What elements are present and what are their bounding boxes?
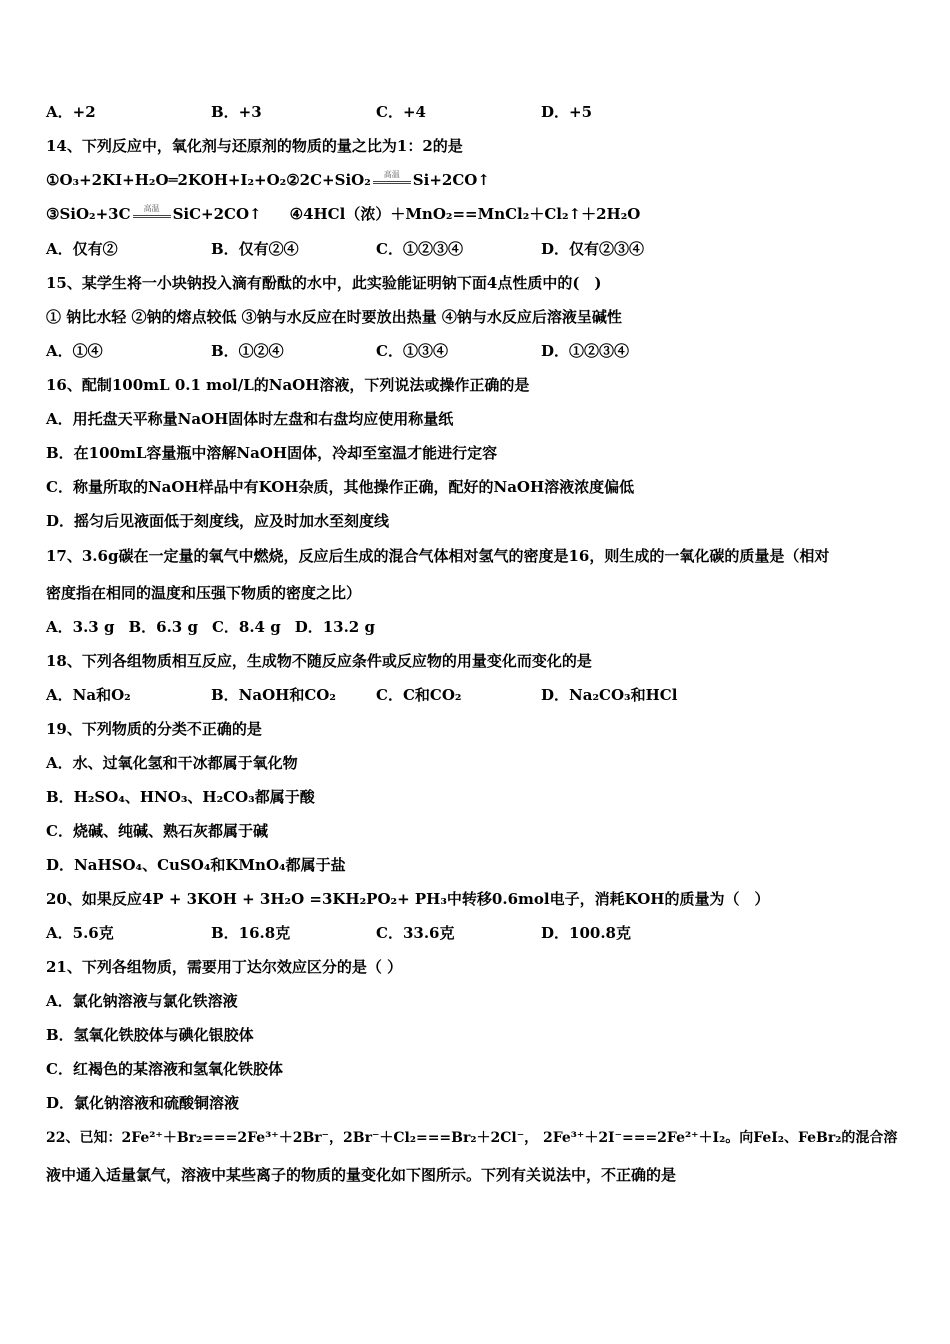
q15-options (46, 341, 910, 361)
q20-options (46, 923, 910, 943)
q15-stem: 15、某学生将一小块钠投入滴有酚酞的水中，此实验能证明钠下面4点性质中的( ) (46, 274, 602, 292)
q14-reactions-3-4 (46, 204, 910, 224)
q15-properties: ① 钠比水轻 ②钠的熔点较低 ③钠与水反应在时要放出热量 ④钠与水反应后溶液呈碱性 (46, 308, 622, 326)
q17-options (46, 617, 910, 637)
q20-option-a: A．5.6克 (46, 924, 114, 942)
q14-options (46, 239, 910, 259)
q16-option-b: B．在100mL容量瓶中溶解NaOH固体，冷却至室温才能进行定容 (46, 444, 498, 462)
q19-option-c: C．烧碱、纯碱、熟石灰都属于碱 (46, 822, 268, 840)
q21-stem: 21、下列各组物质，需要用丁达尔效应区分的是（ ） (46, 958, 403, 976)
q18-options (46, 685, 910, 705)
q14-option-b: B．仅有②④ (211, 240, 299, 258)
q22-stem-line-2: 液中通入适量氯气，溶液中某些离子的物质的量变化如下图所示。下列有关说法中，不正确的是 (46, 1166, 677, 1184)
high-temp-label: 高温 (383, 170, 400, 179)
q16-option-c: C．称量所取的NaOH样品中有KOH杂质，其他操作正确，配好的NaOH溶液浓度偏低 (46, 478, 635, 496)
q14-reaction-3-right: SiC+2CO↑ (172, 205, 262, 223)
high-temp-condition-mark (373, 171, 411, 184)
q17-stem-line-2: 密度指在相同的温度和压强下物质的密度之比） (46, 584, 362, 602)
q17-option-a: A．3.3 g (46, 618, 115, 636)
q21-option-a: A．氯化钠溶液与氯化铁溶液 (46, 992, 238, 1010)
q13-option-a: A．+2 (46, 103, 96, 121)
q17-stem-line-1: 17、3.6g碳在一定量的氧气中燃烧，反应后生成的混合气体相对氢气的密度是16，则生成的一氧化碳的质量是（相对 (46, 547, 830, 565)
high-temp-condition-mark (133, 205, 171, 218)
q18-option-a: A．Na和O₂ (46, 686, 131, 704)
q21-option-b: B．氢氧化铁胶体与碘化银胶体 (46, 1026, 254, 1044)
q14-option-c: C．①②③④ (376, 240, 463, 258)
q21-option-d: D．氯化钠溶液和硫酸铜溶液 (46, 1094, 240, 1112)
q13-option-d: D．+5 (541, 103, 593, 121)
q17-option-b: B．6.3 g (128, 618, 198, 636)
q13-option-b: B．+3 (211, 103, 262, 121)
q20-option-b: B．16.8克 (211, 924, 291, 942)
q15-option-a: A．①④ (46, 342, 103, 360)
q17-option-c: C．8.4 g (211, 618, 281, 636)
q16-option-a: A．用托盘天平称量NaOH固体时左盘和右盘均应使用称量纸 (46, 410, 454, 428)
q16-option-d: D．摇匀后见液面低于刻度线，应及时加水至刻度线 (46, 512, 390, 530)
q18-option-b: B．NaOH和CO₂ (211, 686, 336, 704)
q13-option-c: C．+4 (376, 103, 426, 121)
q17-option-d: D．13.2 g (294, 618, 375, 636)
q18-option-d: D．Na₂CO₃和HCl (541, 686, 678, 704)
q19-option-a: A．水、过氧化氢和干冰都属于氧化物 (46, 754, 298, 772)
q14-reaction-2-right: Si+2CO↑ (412, 171, 490, 189)
q19-stem: 19、下列物质的分类不正确的是 (46, 720, 262, 738)
q14-option-a: A．仅有② (46, 240, 118, 258)
q19-option-b: B．H₂SO₄、HNO₃、H₂CO₃都属于酸 (46, 788, 315, 806)
q20-option-c: C．33.6克 (376, 924, 455, 942)
q18-option-c: C．C和CO₂ (376, 686, 462, 704)
q14-reactions-1-2 (46, 170, 910, 190)
q19-option-d: D．NaHSO₄、CuSO₄和KMnO₄都属于盐 (46, 856, 346, 874)
q18-stem: 18、下列各组物质相互反应，生成物不随反应条件或反应物的用量变化而变化的是 (46, 652, 592, 670)
q14-reaction-1: ①O₃+2KI+H₂O═2KOH+I₂+O₂ (46, 171, 287, 189)
q15-option-d: D．①②③④ (541, 342, 630, 360)
q14-reaction-4: ④4HCl（浓）＋MnO₂==MnCl₂＋Cl₂↑＋2H₂O (289, 205, 641, 223)
q15-option-c: C．①③④ (376, 342, 448, 360)
q14-reaction-3-left: ③SiO₂+3C (46, 205, 131, 223)
q22-stem-line-1: 22、已知：2Fe²⁺＋Br₂===2Fe³⁺＋2Br⁻，2Br⁻＋Cl₂===Br₂＋2Cl⁻， 2Fe³⁺＋2I⁻===2Fe²⁺＋I₂。向FeI₂、FeBr₂的混合溶 (46, 1130, 898, 1146)
q14-reaction-2-left: ②2C+SiO₂ (286, 171, 371, 189)
high-temp-label: 高温 (143, 204, 160, 213)
q15-option-b: B．①②④ (211, 342, 284, 360)
q20-stem: 20、如果反应4P + 3KOH + 3H₂O =3KH₂PO₂+ PH₃中转移0.6mol电子，消耗KOH的质量为（ ） (46, 890, 770, 908)
q20-option-d: D．100.8克 (541, 924, 631, 942)
q14-stem: 14、下列反应中，氧化剂与还原剂的物质的量之比为1：2的是 (46, 137, 463, 155)
q21-option-c: C．红褐色的某溶液和氢氧化铁胶体 (46, 1060, 283, 1078)
q13-options (46, 102, 910, 122)
q16-stem: 16、配制100mL 0.1 mol/L的NaOH溶液，下列说法或操作正确的是 (46, 376, 530, 394)
q14-option-d: D．仅有②③④ (541, 240, 645, 258)
